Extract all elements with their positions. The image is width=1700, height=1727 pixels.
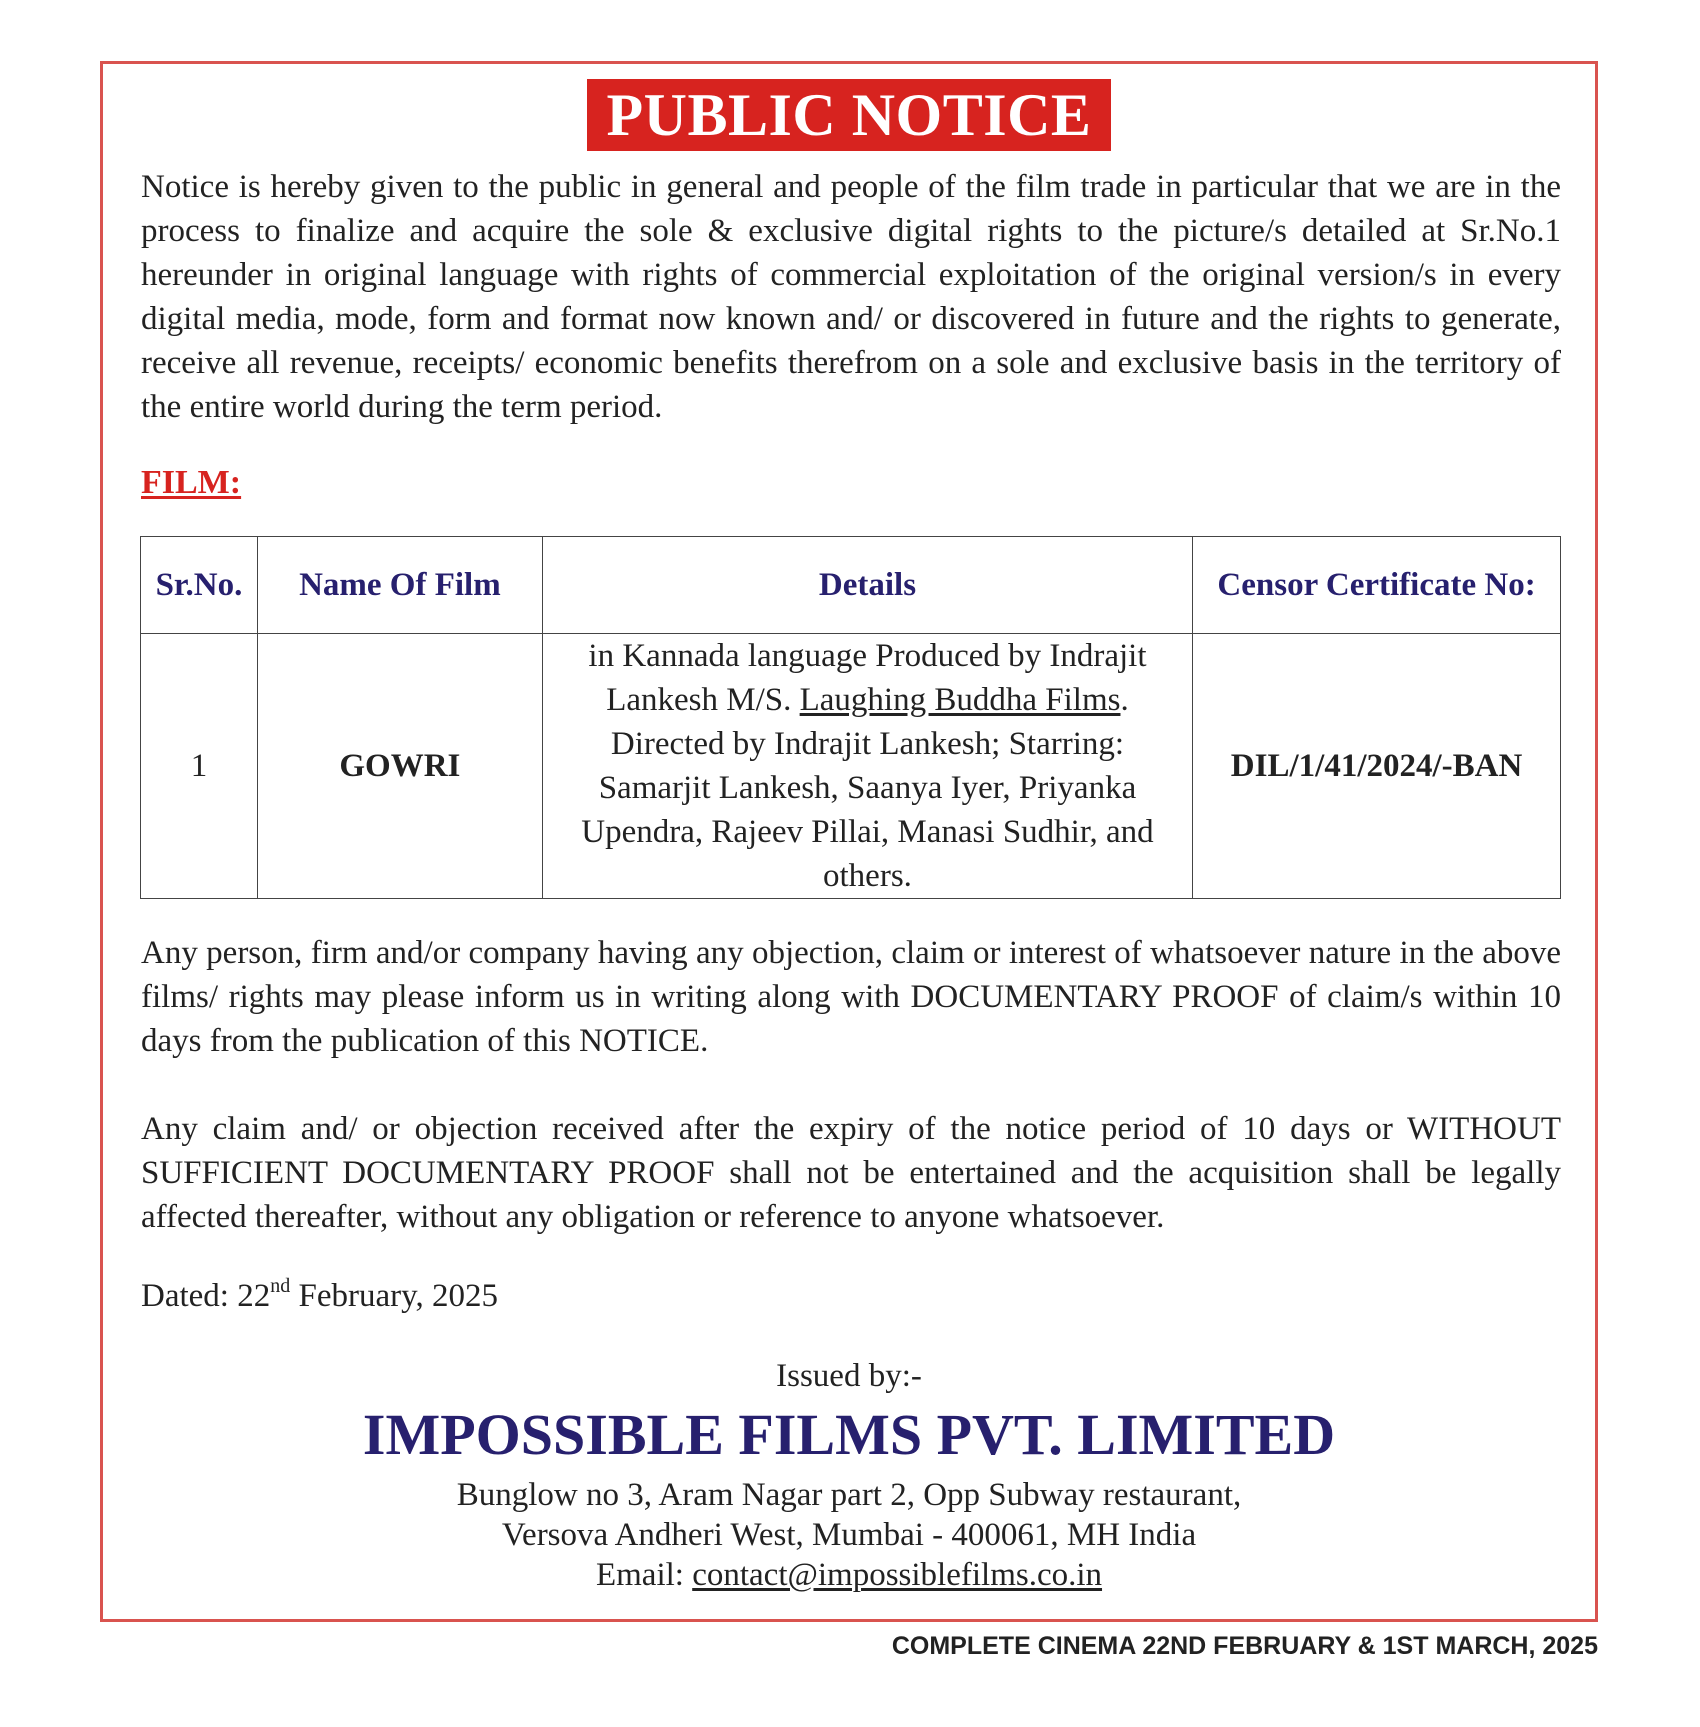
details-text-end: . Directed by Indrajit Lankesh; Starring: Samarjit Lankesh, Saanya Iyer, Priyanka Upendra, Rajeev Pillai, Manasi Sudhir, and others. <box>581 682 1154 894</box>
header-sr-no: Sr.No. <box>141 537 258 634</box>
cell-certificate-no: DIL/1/41/2024/-BAN <box>1193 634 1561 899</box>
production-house-link[interactable]: Laughing Buddha Films <box>799 682 1121 718</box>
cell-details <box>542 634 1192 899</box>
email-line <box>103 1554 1595 1596</box>
header-details: Details <box>542 537 1192 634</box>
cell-film-name: GOWRI <box>257 634 542 899</box>
header-censor-certificate: Censor Certificate No: <box>1193 537 1561 634</box>
expiry-paragraph: Any claim and/ or objection received after the expiry of the notice period of 10 days or WITHOUT SUFFICIENT DOCUMENTARY PROOF shall not be entertained and the acquisition shall be legally affected thereafter, without any obligation or reference to anyone whatsoever. <box>141 1111 1561 1235</box>
notice-frame <box>100 61 1598 1622</box>
dated-ordinal-suffix: nd <box>270 1275 291 1297</box>
objection-paragraph: Any person, firm and/or company having any objection, claim or interest of whatsoever nature in the above films/ rights may please inform us in writing along with DOCUMENTARY PROOF of claim/s within 10 days from the publication of this NOTICE. <box>141 935 1561 1059</box>
issued-by-label: Issued by:- <box>776 1358 922 1394</box>
title-wrap <box>103 79 1595 151</box>
intro-paragraph: Notice is hereby given to the public in general and people of the film trade in particular that we are in the process to finalize and acquire the sole & exclusive digital rights to the picture/s detailed at Sr.No.1 hereunder in original language with rights of commercial exploitation of the original version/s in every digital media, mode, form and format now known and/ or discovered in future and the rights to generate, receive all revenue, receipts/ economic benefits therefrom on a sole and exclusive basis in the territory of the entire world during the term period. <box>141 169 1561 425</box>
email-link[interactable]: contact@impossiblefilms.co.in <box>692 1557 1103 1593</box>
notice-title: PUBLIC NOTICE <box>587 79 1112 151</box>
address-line-1: Bunglow no 3, Aram Nagar part 2, Opp Subway restaurant, <box>456 1477 1242 1513</box>
email-label: Email: <box>595 1557 693 1593</box>
details-text-start: in Kannada language Produced by Indrajit Lankesh M/S. <box>588 638 1147 718</box>
table-row <box>141 634 1561 899</box>
cell-sr-no: 1 <box>141 634 258 899</box>
address-line-2: Versova Andheri West, Mumbai - 400061, MH India <box>501 1517 1197 1553</box>
dated-rest: February, 2025 <box>290 1278 498 1314</box>
header-name-of-film: Name Of Film <box>257 537 542 634</box>
film-table <box>140 536 1561 899</box>
film-heading: FILM: <box>141 464 242 501</box>
dated-prefix: Dated: 22 <box>141 1278 271 1314</box>
table-header-row <box>141 537 1561 634</box>
company-name: IMPOSSIBLE FILMS PVT. LIMITED <box>362 1402 1336 1467</box>
publication-footer: COMPLETE CINEMA 22ND FEBRUARY & 1ST MARCH, 2025 <box>891 1632 1598 1660</box>
dated-line <box>141 1274 498 1318</box>
